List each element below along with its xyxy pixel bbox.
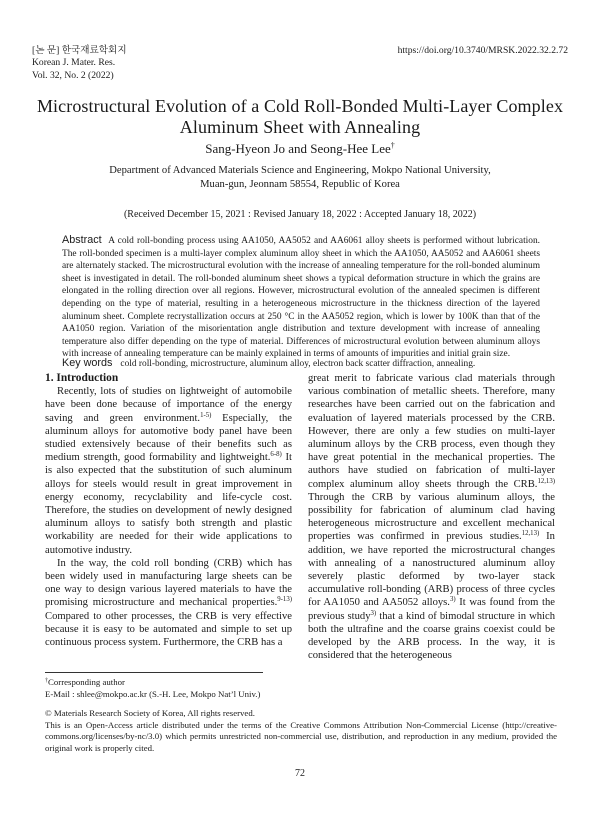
copyright-notice xyxy=(45,708,557,755)
footnote-email: E-Mail : shlee@mokpo.ac.kr (S.-H. Lee, Mokpo Nat’l Univ.) xyxy=(45,688,261,699)
abstract-label: Abstract xyxy=(62,234,102,246)
section-heading-introduction: 1. Introduction xyxy=(45,372,119,384)
affiliation-line-2: Muan-gun, Jeonnam 58554, Republic of Korea xyxy=(200,179,400,190)
body-column-left xyxy=(45,372,292,649)
author-names: Sang-Hyeon Jo and Seong-Hee Lee xyxy=(205,141,391,156)
received-dates: (Received December 15, 2021 : Revised January 18, 2022 : Accepted January 18, 2022) xyxy=(123,209,477,220)
citation: 9-13) xyxy=(277,596,292,604)
citation: 12,13) xyxy=(537,477,555,485)
paragraph: great merit to fabricate various clad materials through various combination of metallic sheets. Therefore, many researches have been carried out on the fabrication and evaluation of layered materials processed by the CRB. However, there are only a few studies on multi-layer aluminum alloys by the CRB process, even though they have great potential in the mechanical properties. The authors have studied on fabrication of multi-layer complex aluminum alloy sheets through the CRB.$^{12,13)}$ Through the CRB by various aluminum alloys, the possibility for fabrication of aluminum clad having heterogeneous microstructure and excellent mechanical properties was confirmed in previous studies.$^{12,13)}$ In addition, we have reported the microstructural changes with annealing of a nanostructured aluminum alloy severely plastic deformed by two-layer stack accumulative roll-bonding (ARB) process of three cycles for AA1050 and AA5052 alloys.$^{3)}$ It was found from the previous study$^{3)}$ that a kind of bimodal structure in which both the ultrafine and the coarse grains coexist could be developed by the ARB process. In the way, it is considered that the heterogeneous xyxy=(308,373,555,662)
author-list xyxy=(30,141,570,157)
abstract-block xyxy=(62,234,540,361)
affiliation-line-1: Department of Advanced Materials Science and Engineering, Mokpo National University, xyxy=(109,165,491,176)
keywords-text: cold roll-bonding, microstructure, aluminum alloy, electron back scatter diffraction, annealing. xyxy=(120,359,476,369)
footnote-mark: † xyxy=(45,678,48,684)
title-line-2: Aluminum Sheet with Annealing xyxy=(179,117,421,137)
keywords-label: Key words xyxy=(62,357,113,369)
journal-volume: Vol. 32, No. 2 (2022) xyxy=(32,69,114,81)
page-number: 72 xyxy=(295,768,305,779)
paragraph: In the way, the cold roll bonding (CRB) which has been widely used in manufacturing large sheets can be one way to design various layered materials to have the promising microstructure and mechanical properties.$^{9-13)}$ Compared to other processes, the CRB is very effective because it is easy to be automated and simple to set up continuous process system. Furthermore, the CRB has a xyxy=(45,557,292,649)
footnote-divider xyxy=(45,672,263,673)
copyright-line: © Materials Research Society of Korea, All rights reserved. xyxy=(45,708,255,718)
citation: 12,13) xyxy=(521,530,540,538)
body-column-right xyxy=(308,372,555,662)
keywords-block xyxy=(62,357,540,369)
corresponding-author-mark: † xyxy=(390,141,395,150)
citation: 3) xyxy=(370,609,377,617)
citation: 1-5) xyxy=(200,411,212,419)
title-line-1: Microstructural Evolution of a Cold Roll-Bonded Multi-Layer Complex xyxy=(36,96,564,116)
citation: 6-8) xyxy=(270,451,282,459)
corresponding-author-footnote xyxy=(45,676,260,700)
journal-korean-name: [논 문] 한국재료학회지 xyxy=(32,45,127,56)
doi-link[interactable]: https://doi.org/10.3740/MRSK.2022.32.2.72 xyxy=(397,45,568,56)
abstract-text: A cold roll-bonding process using AA1050, AA5052 and AA6061 alloy sheets is performed without lubrication. The roll-bonded specimen is a multi-layer complex aluminum alloy sheet in which the AA1050, AA5052 and AA6061 sheets are alternately stacked. The microstructural evolution with the increase of annealing temperature for the roll-bonded aluminum sheet is investigated in detail. The roll-bonded aluminum sheet shows a typical deformation structure in which the grains are elongated in the rolling direction over all regions. However, microstructural evolution of the annealed specimen is different depending on the type of material, resulting in a heterogeneous microstructure in the thickness direction of the layered aluminum sheet. Complete recrystallization occurs at 250 °C in the AA5052 region, which is lower by 100K than that of the AA1050 region. Variation of the misorientation angle distribution and texture development with increase of annealing temperature also differ depending on the type of material. Differences of microstructural evolution between aluminum alloys with increase of annealing temperature can be mainly explained in terms of amounts of impurities and initial grain size. xyxy=(62,236,541,360)
paragraph: Recently, lots of studies on lightweight of automobile have been done because of importance of the energy saving and green environment.$^{1-5)}$ Especially, the aluminum alloys for automotive body panel have been studied extensively because of their benefits such as medium strength, good formability and lightweight.$^{6-8)}$ It is also expected that the substitution of such aluminum alloys for steels would result in great improvement in energy economy, recyclability and life-cycle cost. Therefore, the studies on development of newly designed aluminum alloys to satisfy both strength and plastic workability are needed for their wide applications to automotive industry. xyxy=(45,386,293,556)
footnote-label: Corresponding author xyxy=(48,677,125,687)
paper-title xyxy=(30,96,570,138)
journal-abbrev: Korean J. Mater. Res. xyxy=(32,57,116,69)
affiliation xyxy=(60,164,540,192)
citation: 3) xyxy=(449,596,456,604)
journal-header xyxy=(32,45,127,82)
license-text: This is an Open-Access article distributed under the terms of the Creative Commons Attribution Non-Commercial License (http://creative-commons.org/licenses/by-nc/3.0) which permits unrestricted non-commercial use, distribution, and reproduction in any medium, provided the original work is properly cited. xyxy=(45,719,557,754)
